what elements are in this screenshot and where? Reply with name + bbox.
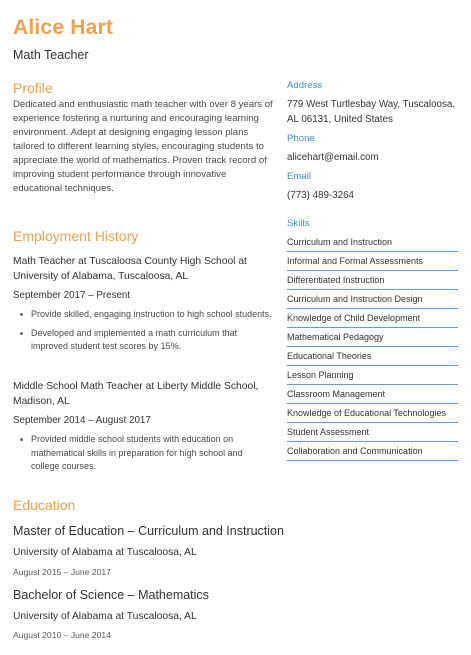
skill-item: Knowledge of Educational Technologies [287, 404, 458, 423]
education-dates: August 2010 – June 2014 [13, 630, 111, 640]
skills-list [287, 233, 458, 461]
job-title: Math Teacher at Tuscaloosa County High School at University of Alabama, Tuscaloosa, AL [13, 256, 247, 282]
phone-value: (773) 489-3264 [287, 190, 354, 201]
job-entry [13, 379, 275, 479]
skill-item: Collaboration and Communication [287, 442, 458, 461]
profile-heading: Profile [13, 80, 53, 96]
skill-item: Curriculum and Instruction Design [287, 290, 458, 309]
email-label: Email [287, 171, 311, 182]
profile-text: Dedicated and enthusiastic math teacher with over 8 years of experience fostering a nurturing and encouraging learning environment. Adept at designing engaging lesson plans tailored to different learning styles, encouraging students to appreciate the world of mathematics. Proven track record of improving student performance through innovative educational techniques. [13, 99, 273, 194]
skill-item: Classroom Management [287, 385, 458, 404]
education-dates: August 2015 – June 2017 [13, 567, 111, 577]
job-title: Middle School Math Teacher at Liberty Middle School, Madison, AL [13, 381, 259, 407]
job-bullets [13, 433, 268, 474]
skill-item: Educational Theories [287, 347, 458, 366]
skill-item: Lesson Planning [287, 366, 458, 385]
job-bullet: Provided middle school students with education on mathematical skills in preparation for high school and college courses. [13, 433, 268, 474]
skill-item: Informal and Formal Assessments [287, 252, 458, 271]
education-degree: Master of Education – Curriculum and Instruction [13, 524, 284, 538]
job-dates: September 2014 – August 2017 [13, 415, 151, 426]
job-dates: September 2017 – Present [13, 290, 131, 301]
skill-item: Curriculum and Instruction [287, 233, 458, 252]
phone-label: Phone [287, 133, 315, 144]
skill-item: Knowledge of Child Development [287, 309, 458, 328]
education-school: University of Alabama at Tuscaloosa, AL [13, 547, 197, 558]
education-school: University of Alabama at Tuscaloosa, AL [13, 611, 197, 622]
skill-item: Differentiated Instruction [287, 271, 458, 290]
job-bullet: Developed and implemented a math curriculum that improved student test scores by 15%. [13, 327, 275, 354]
skills-label: Skills [287, 218, 310, 229]
skill-item: Student Assessment [287, 423, 458, 442]
skill-item: Mathematical Pedagogy [287, 328, 458, 347]
job-entry [13, 254, 275, 359]
candidate-role: Math Teacher [13, 48, 89, 62]
employment-heading: Employment History [13, 228, 139, 244]
address-label: Address [287, 80, 323, 91]
email-value[interactable]: alicehart@email.com [287, 152, 379, 163]
job-bullet: Provide skilled, engaging instruction to high school students. [13, 308, 275, 322]
address-value: 779 West Turtlesbay Way, Tuscaloosa, AL 06131, United States [287, 99, 456, 125]
candidate-name: Alice Hart [13, 16, 114, 39]
education-heading: Education [13, 497, 76, 513]
job-bullets [13, 308, 275, 354]
education-degree: Bachelor of Science – Mathematics [13, 588, 209, 602]
